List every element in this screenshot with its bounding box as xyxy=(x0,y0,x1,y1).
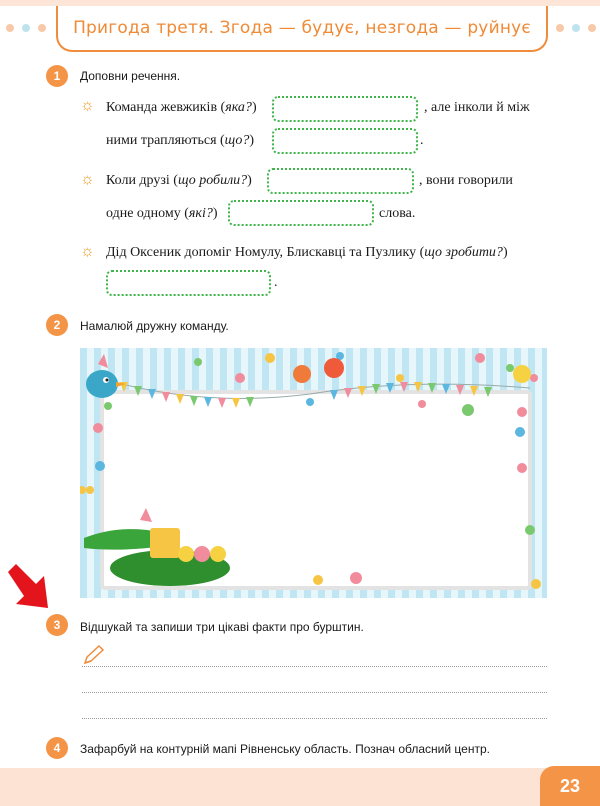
sun-bullet-icon: ☼ xyxy=(80,171,95,188)
answer-blank-5[interactable] xyxy=(106,270,271,296)
chapter-title-box xyxy=(56,6,548,52)
sentence-3-line-1: Дід Оксеник допоміг Номулу, Блискавці та Пузлику (що зробити?) xyxy=(106,245,508,260)
task-1-title: Доповни речення. xyxy=(80,69,181,83)
footer-bar xyxy=(0,768,600,806)
sentence-2-end: слова. xyxy=(379,206,416,221)
task-number-4: 4 xyxy=(46,737,68,759)
sentence-1-line-1: Команда жевжиків (яка?) xyxy=(106,100,257,115)
sentence-3-end: . xyxy=(274,275,278,290)
chapter-title: Пригода третя. Згода — будує, незгода — руйнує xyxy=(73,18,531,38)
sentence-1-end: . xyxy=(420,133,424,148)
red-arrow-icon xyxy=(6,562,52,612)
sentence-2-line-2: одне одному (які?) xyxy=(106,206,218,221)
writing-line-3[interactable] xyxy=(82,718,547,719)
task-number-1: 1 xyxy=(46,65,68,87)
pencil-icon xyxy=(82,644,106,666)
sentence-1-continuation: , але інколи й між xyxy=(424,100,530,115)
task-3-title: Відшукай та запиши три цікаві факти про бурштин. xyxy=(80,620,364,634)
party-frame-illustration xyxy=(80,348,547,598)
task-4-title: Зафарбуй на контурній мапі Рівненську область. Познач обласний центр. xyxy=(80,742,490,756)
answer-blank-1[interactable] xyxy=(272,96,418,122)
task-number-2: 2 xyxy=(46,314,68,336)
writing-line-1[interactable] xyxy=(82,666,547,667)
answer-blank-3[interactable] xyxy=(267,168,414,194)
sentence-2-line-1: Коли друзі (що робили?) xyxy=(106,173,252,188)
sun-bullet-icon: ☼ xyxy=(80,243,95,260)
page-number: 23 xyxy=(540,766,600,806)
sentence-2-continuation: , вони говорили xyxy=(419,173,513,188)
drawing-frame[interactable] xyxy=(80,348,547,598)
sun-bullet-icon: ☼ xyxy=(80,97,95,114)
answer-blank-2[interactable] xyxy=(272,128,418,154)
answer-blank-4[interactable] xyxy=(228,200,374,226)
writing-line-2[interactable] xyxy=(82,692,547,693)
task-2-title: Намалюй дружну команду. xyxy=(80,319,229,333)
task-number-3: 3 xyxy=(46,614,68,636)
sentence-1-line-2: ними трапляються (що?) xyxy=(106,133,255,148)
